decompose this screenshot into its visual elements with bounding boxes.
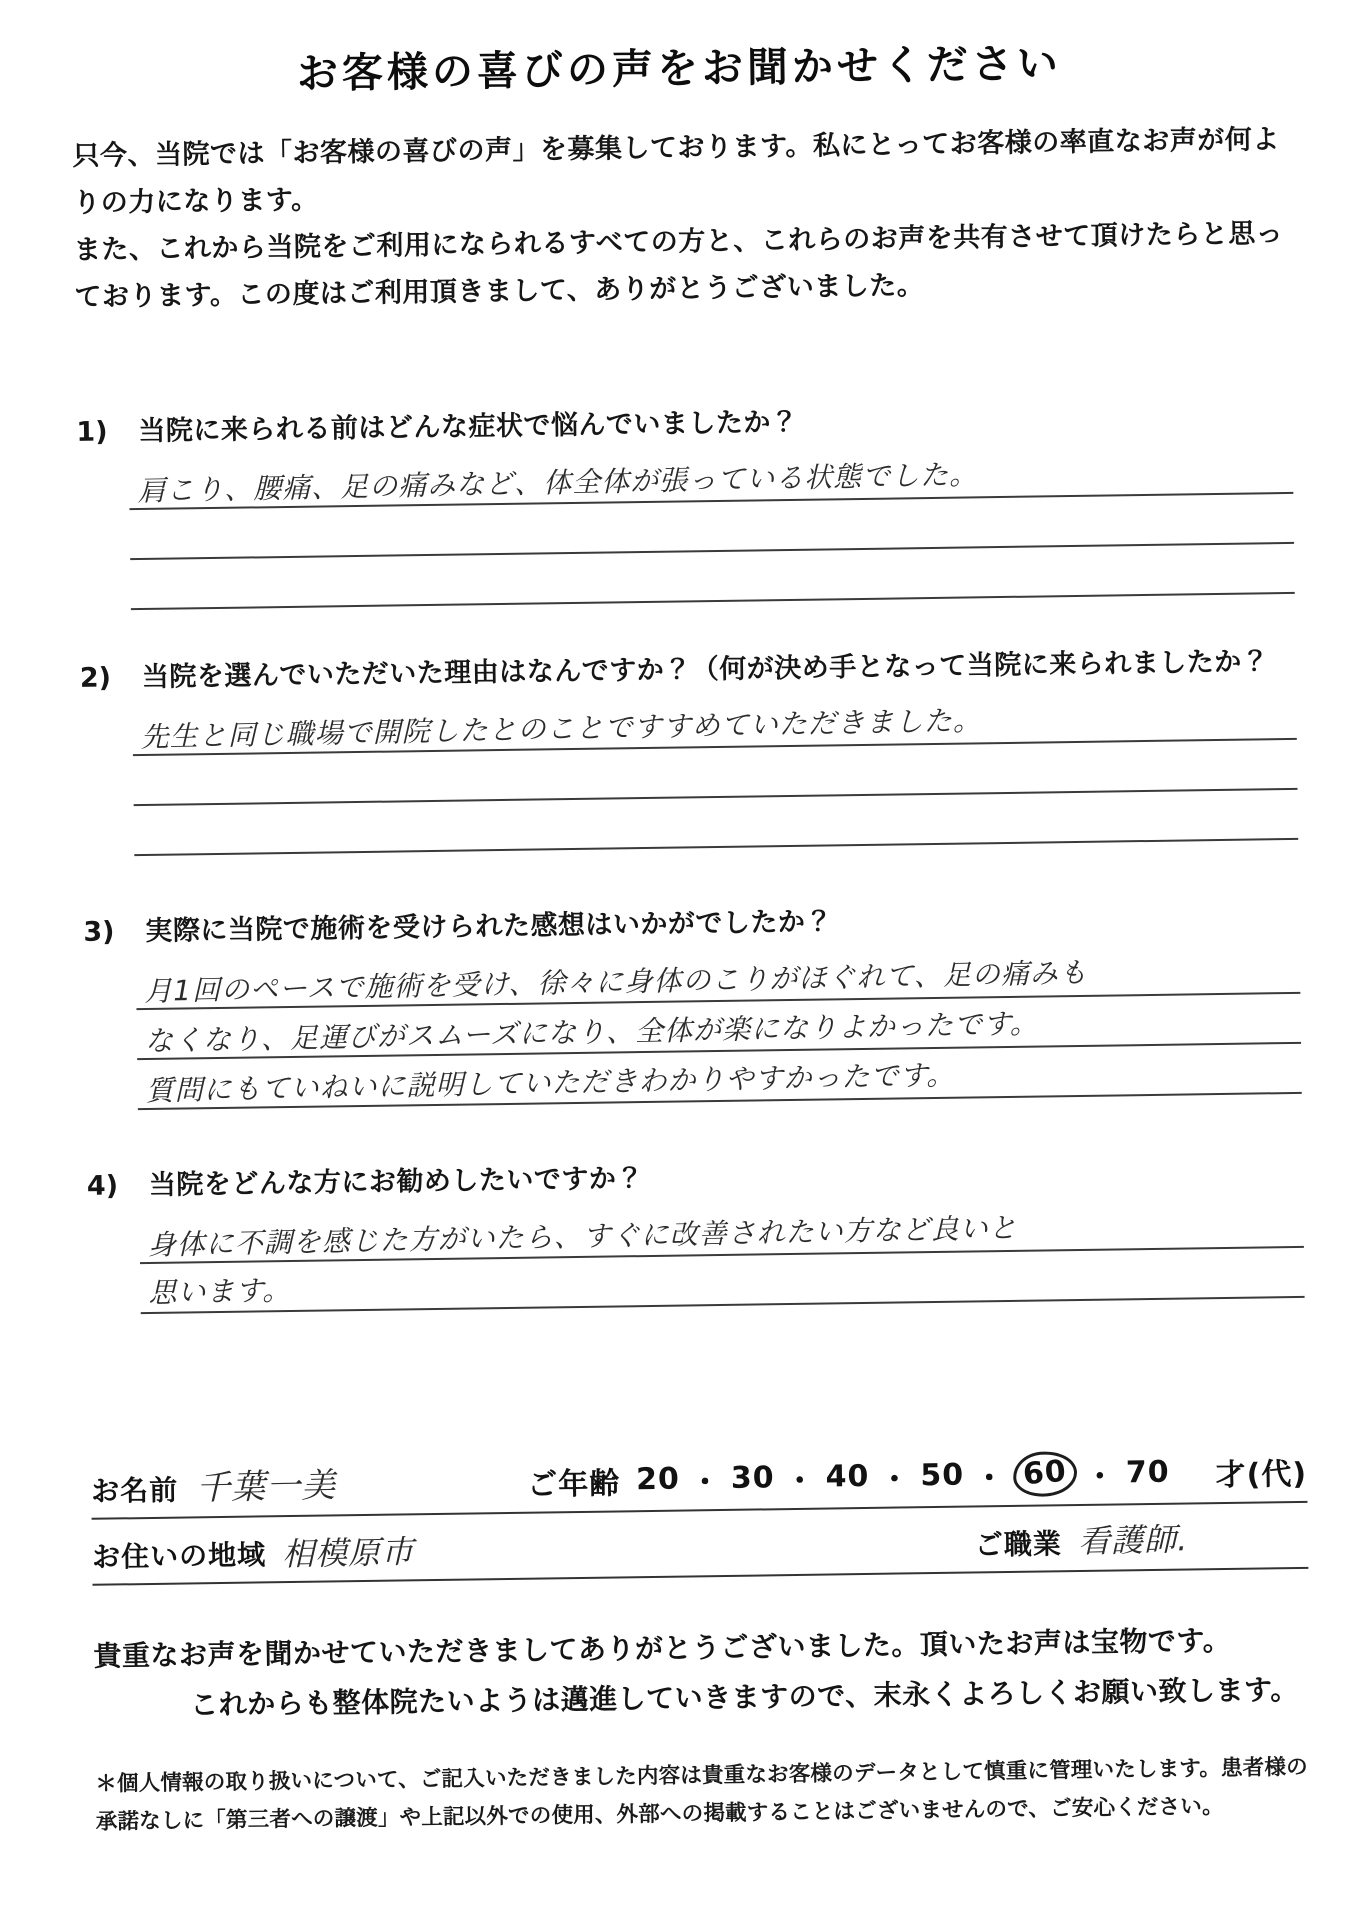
closing-message: [93, 1615, 1310, 1732]
age-option-50: 50: [920, 1457, 965, 1494]
age-separator: ・: [689, 1464, 722, 1500]
age-separator: ・: [784, 1463, 816, 1499]
handwritten-answer: なくなり、足運びがスムーズになり、全体が楽になりよかったです。: [144, 1006, 1040, 1058]
age-option-40: 40: [825, 1458, 870, 1495]
question-1-text: 当院に来られる前はどんな症状で悩んでいましたか？: [138, 406, 799, 448]
form-title: お客様の喜びの声をお聞かせください: [296, 39, 1063, 98]
handwritten-answer: 月1回のペースで施術を受け、徐々に身体のこりがほぐれて、足の痛みも: [143, 955, 1089, 1008]
question-2-text: 当院を選んでいただいた理由はなんですか？（何が決め手となって当院に来られましたか？: [141, 646, 1270, 694]
question-block-4: [87, 1148, 1305, 1315]
handwritten-answer: 質問にもていねいに説明していただきわかりやすかったです。: [145, 1058, 956, 1108]
question-block-1: [76, 394, 1295, 611]
question-2-number: 2): [79, 662, 112, 694]
question-4-answers: [139, 1198, 1304, 1314]
age-unit-label: 才(代): [1215, 1456, 1308, 1493]
closing-line-1: 貴重なお声を聞かせていただきましてありがとうございました。頂いたお声は宝物です。: [93, 1623, 1232, 1673]
closing-line-2: これからも整体院たいようは邁進していきますので、末永くよろしくお願い致します。: [189, 1672, 1300, 1722]
age-option-30: 30: [730, 1460, 775, 1496]
question-block-3: [83, 894, 1302, 1111]
profile-row-name-age: [91, 1444, 1308, 1520]
profile-row-region-job: [92, 1513, 1309, 1586]
age-label: ご年齢: [526, 1465, 621, 1503]
region-label: お住いの地域: [91, 1538, 267, 1574]
question-block-2: [80, 640, 1299, 857]
question-1-answers: [129, 444, 1295, 610]
handwritten-answer: 思います。: [148, 1273, 292, 1310]
age-option-60-circled: 60: [1011, 1449, 1078, 1499]
privacy-footnote: ＊個人情報の取り扱いについて、ご記入いただきました内容は貴重なお客様のデータとして慎重に管理いたします。患者様の承諾なしに「第三者への譲渡」や上記以外での使用、外部への掲載することはございませんので、ご安心ください。: [95, 1754, 1308, 1835]
question-3-number: 3): [83, 916, 115, 948]
question-4-number: 4): [86, 1170, 119, 1202]
question-4-text: 当院をどんな方にお勧めしたいですか？: [148, 1163, 645, 1201]
handwritten-answer: 肩こり、腰痛、足の痛みなど、体全体が張っている状態でした。: [136, 457, 979, 508]
job-value-handwritten: 看護師.: [1077, 1520, 1189, 1561]
region-value-handwritten: 相模原市: [281, 1532, 415, 1574]
question-3-text: 実際に当院で施術を受けられた感想はいかがでしたか？: [145, 906, 834, 948]
question-1-number: 1): [76, 416, 108, 448]
intro-paragraphs: [72, 116, 1291, 321]
name-label: お名前: [90, 1473, 179, 1508]
job-group: [974, 1513, 1308, 1564]
job-label: ご職業: [974, 1527, 1063, 1562]
handwritten-answer: 先生と同じ職場で開院したとのことですすめていただきました。: [140, 703, 983, 754]
age-separator: ・: [973, 1460, 1006, 1496]
age-separator: ・: [1084, 1459, 1117, 1495]
handwritten-answer: 身体に不調を感じた方がいたら、すぐに改善されたい方など良いと: [147, 1211, 1018, 1262]
age-separator: ・: [879, 1461, 911, 1498]
intro-paragraph-2: また、これから当院をご利用になられるすべての方と、これらのお声を共有させて頂けたらと思っております。この度はご利用頂きまして、ありがとうございました。: [73, 218, 1284, 313]
respondent-profile: [91, 1444, 1309, 1586]
intro-paragraph-1: 只今、当院では「お客様の喜びの声」を募集しております。私にとってお客様の率直なお声が何よりの力になります。: [72, 124, 1280, 219]
age-option-70: 70: [1125, 1454, 1170, 1491]
name-value-handwritten: 千葉一美: [195, 1465, 337, 1509]
question-2-answers: [132, 690, 1298, 856]
age-group: [527, 1448, 1307, 1504]
age-option-20: 20: [635, 1461, 681, 1498]
question-3-answers: [136, 944, 1302, 1110]
